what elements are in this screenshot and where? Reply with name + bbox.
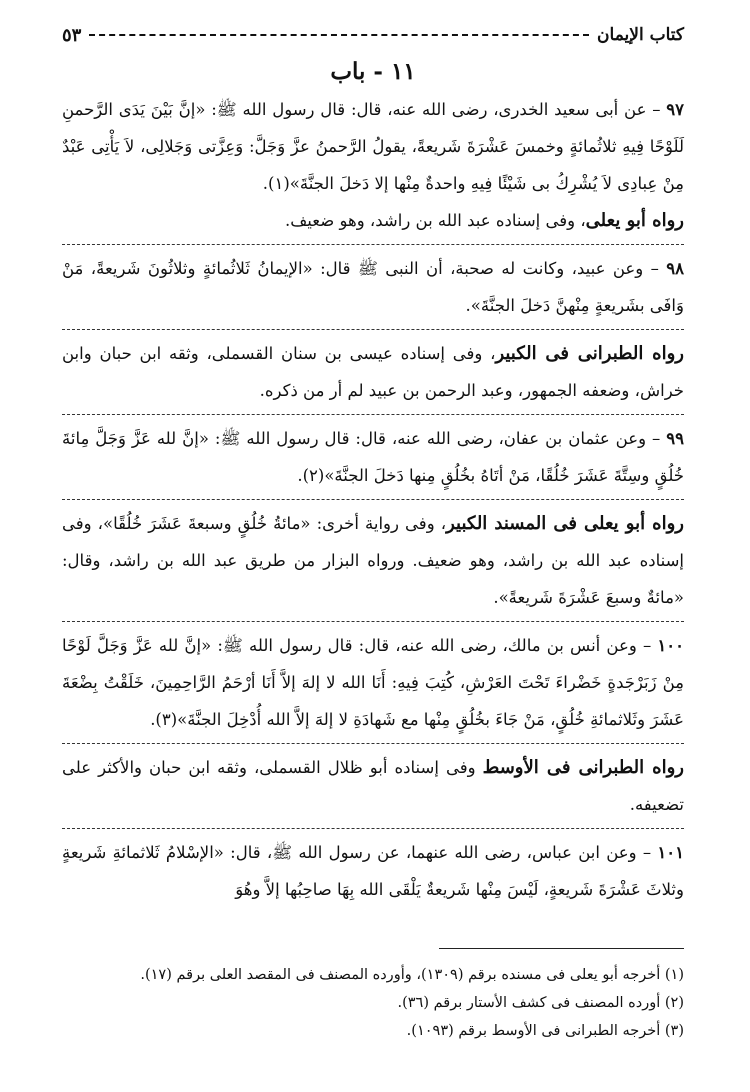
hadith-source: رواه الطبرانى فى الكبير bbox=[495, 343, 684, 364]
hadith-98 bbox=[62, 250, 684, 324]
separator bbox=[62, 244, 684, 245]
book-title: كتاب الإيمان bbox=[597, 25, 684, 45]
hadith-source: رواه الطبرانى فى الأوسط bbox=[482, 757, 684, 778]
separator bbox=[62, 414, 684, 415]
hadith-97 bbox=[62, 91, 684, 202]
hadith-source: رواه أبو يعلى bbox=[585, 210, 684, 231]
hadith-grading: ، وفى إسناده عبد الله بن راشد، وهو ضعيف. bbox=[284, 211, 586, 230]
hadith-97-grading bbox=[62, 202, 684, 239]
hadith-text: – وعن أنس بن مالك، رضى الله عنه، قال: قال رسول الله ﷺ: «إنَّ لله عَزَّ وَجَلَّ لَوْحًا مِنْ زَبَرْجَدةٍ خَضْراءَ تَحْتَ العَرْشِ، كُتِبَ فِيهِ: أَنَا الله لا إلهَ إلاَّ أَنَا أرْحَمُ الرَّاحِمِينَ، خَلَقْتُ بِضْعَةَ عَشَرَ وثَلاثمائةِ خُلُقٍ، مَنْ جَاءَ بخُلُقٍ مِنْها مع شَهادَةِ لا إلهَ إلاَّ الله أُدْخِلَ الجنَّةَ»(٣). bbox=[62, 636, 684, 729]
header-dashed-rule bbox=[89, 34, 589, 36]
hadith-number: ٩٧ bbox=[666, 100, 684, 119]
hadith-grading: ، وفى رواية أخرى: «مائةُ خُلُقٍ وسبعةَ عَشَرَ خُلُقًا»، وفى إسناده عبد الله بن راشد، وهو ضعيف. ورواه البزار من طريق عبد الله بن راشد، وقال: «مائةٌ وسبعَ عَشْرَةَ شَريعةً». bbox=[62, 514, 684, 607]
hadith-100 bbox=[62, 627, 684, 738]
hadith-number: ١٠١ bbox=[657, 843, 684, 862]
hadith-number: ٩٩ bbox=[666, 429, 685, 448]
running-header bbox=[62, 20, 684, 50]
hadith-number: ١٠٠ bbox=[657, 636, 684, 655]
hadith-text: – وعن عثمان بن عفان، رضى الله عنه، قال: قال رسول الله ﷺ: «إنَّ لله عَزَّ وَجَلَّ مِائةَ خُلُقٍ وسِتَّةَ عَشَرَ خُلُقًا، مَنْ أتَاهُ بخُلُقٍ مِنها دَخلَ الجنَّةَ»(٢). bbox=[62, 429, 684, 485]
book-page bbox=[62, 20, 684, 1072]
separator bbox=[62, 828, 684, 829]
hadith-number: ٩٨ bbox=[666, 259, 684, 278]
page-number: ٥٣ bbox=[62, 24, 82, 46]
hadith-99-grading bbox=[62, 505, 684, 616]
hadith-100-grading bbox=[62, 749, 684, 823]
hadith-98-grading bbox=[62, 335, 684, 409]
chapter-title: ١١ - باب bbox=[330, 58, 416, 85]
footnotes bbox=[62, 948, 684, 1045]
hadith-text: – عن أبى سعيد الخدرى، رضى الله عنه، قال: قال رسول الله ﷺ: «إنَّ بَيْنَ يَدَى الرَّحمنِ لَلَوْحًا فِيهِ ثلاثُمائةٍ وخمسَ عَشْرَةَ شَريعةً، يقولُ الرَّحمنُ عزَّ وَجَلَّ: وَعِزَّتى وَجَلالِى، لاَ يَأْتِى عَبْدٌ مِنْ عِبادِى لاَ يُشْرِكُ بى شَيْئًا فِيهِ واحدةٌ مِنْها إلا دَخلَ الجنَّةَ»(١). bbox=[62, 100, 684, 193]
hadith-99 bbox=[62, 420, 684, 494]
hadith-101 bbox=[62, 834, 684, 908]
hadith-source: رواه أبو يعلى فى المسند الكبير bbox=[446, 513, 685, 534]
separator bbox=[62, 621, 684, 622]
hadith-grading: ، وفى إسناده عيسى بن سنان القسملى، وثقه ابن حبان وابن خراش، وضعفه الجمهور، وعبد الرحمن بن عبيد لم أر من ذكره. bbox=[62, 344, 684, 400]
footnote-rule bbox=[439, 948, 684, 949]
footnote-3: (٣) أخرجه الطبرانى فى الأوسط برقم (١٠٩٣). bbox=[406, 1023, 684, 1039]
separator bbox=[62, 329, 684, 330]
footnote-1: (١) أخرجه أبو يعلى فى مسنده برقم (١٣٠٩)، وأورده المصنف فى المقصد العلى برقم (١٧). bbox=[140, 967, 684, 983]
separator bbox=[62, 743, 684, 744]
footnote-2: (٢) أورده المصنف فى كشف الأستار برقم (٣٦). bbox=[397, 995, 684, 1011]
separator bbox=[62, 499, 684, 500]
hadith-text: – وعن عبيد، وكانت له صحبة، أن النبى ﷺ قال: «الإيمانُ ثَلاثُمائةٍ وثلاثُونَ شَريعةً، مَنْ وَافَى بشَريعةٍ مِنْهنَّ دَخلَ الجنَّةَ». bbox=[62, 259, 684, 315]
hadith-text: – وعن ابن عباس، رضى الله عنهما، عن رسول الله ﷺ، قال: «الإسْلامُ ثَلاثمائةِ شَريعةٍ وثلاثَ عَشْرَةَ شَريعةٍ، لَيْسَ مِنْها شَريعةٌ يَلْقَى الله بِهَا صاحِبُها إلاَّ وهُوَ bbox=[62, 843, 684, 899]
hadith-grading: وفى إسناده أبو ظلال القسملى، وثقه ابن حبان والأكثر على تضعيفه. bbox=[62, 758, 684, 814]
